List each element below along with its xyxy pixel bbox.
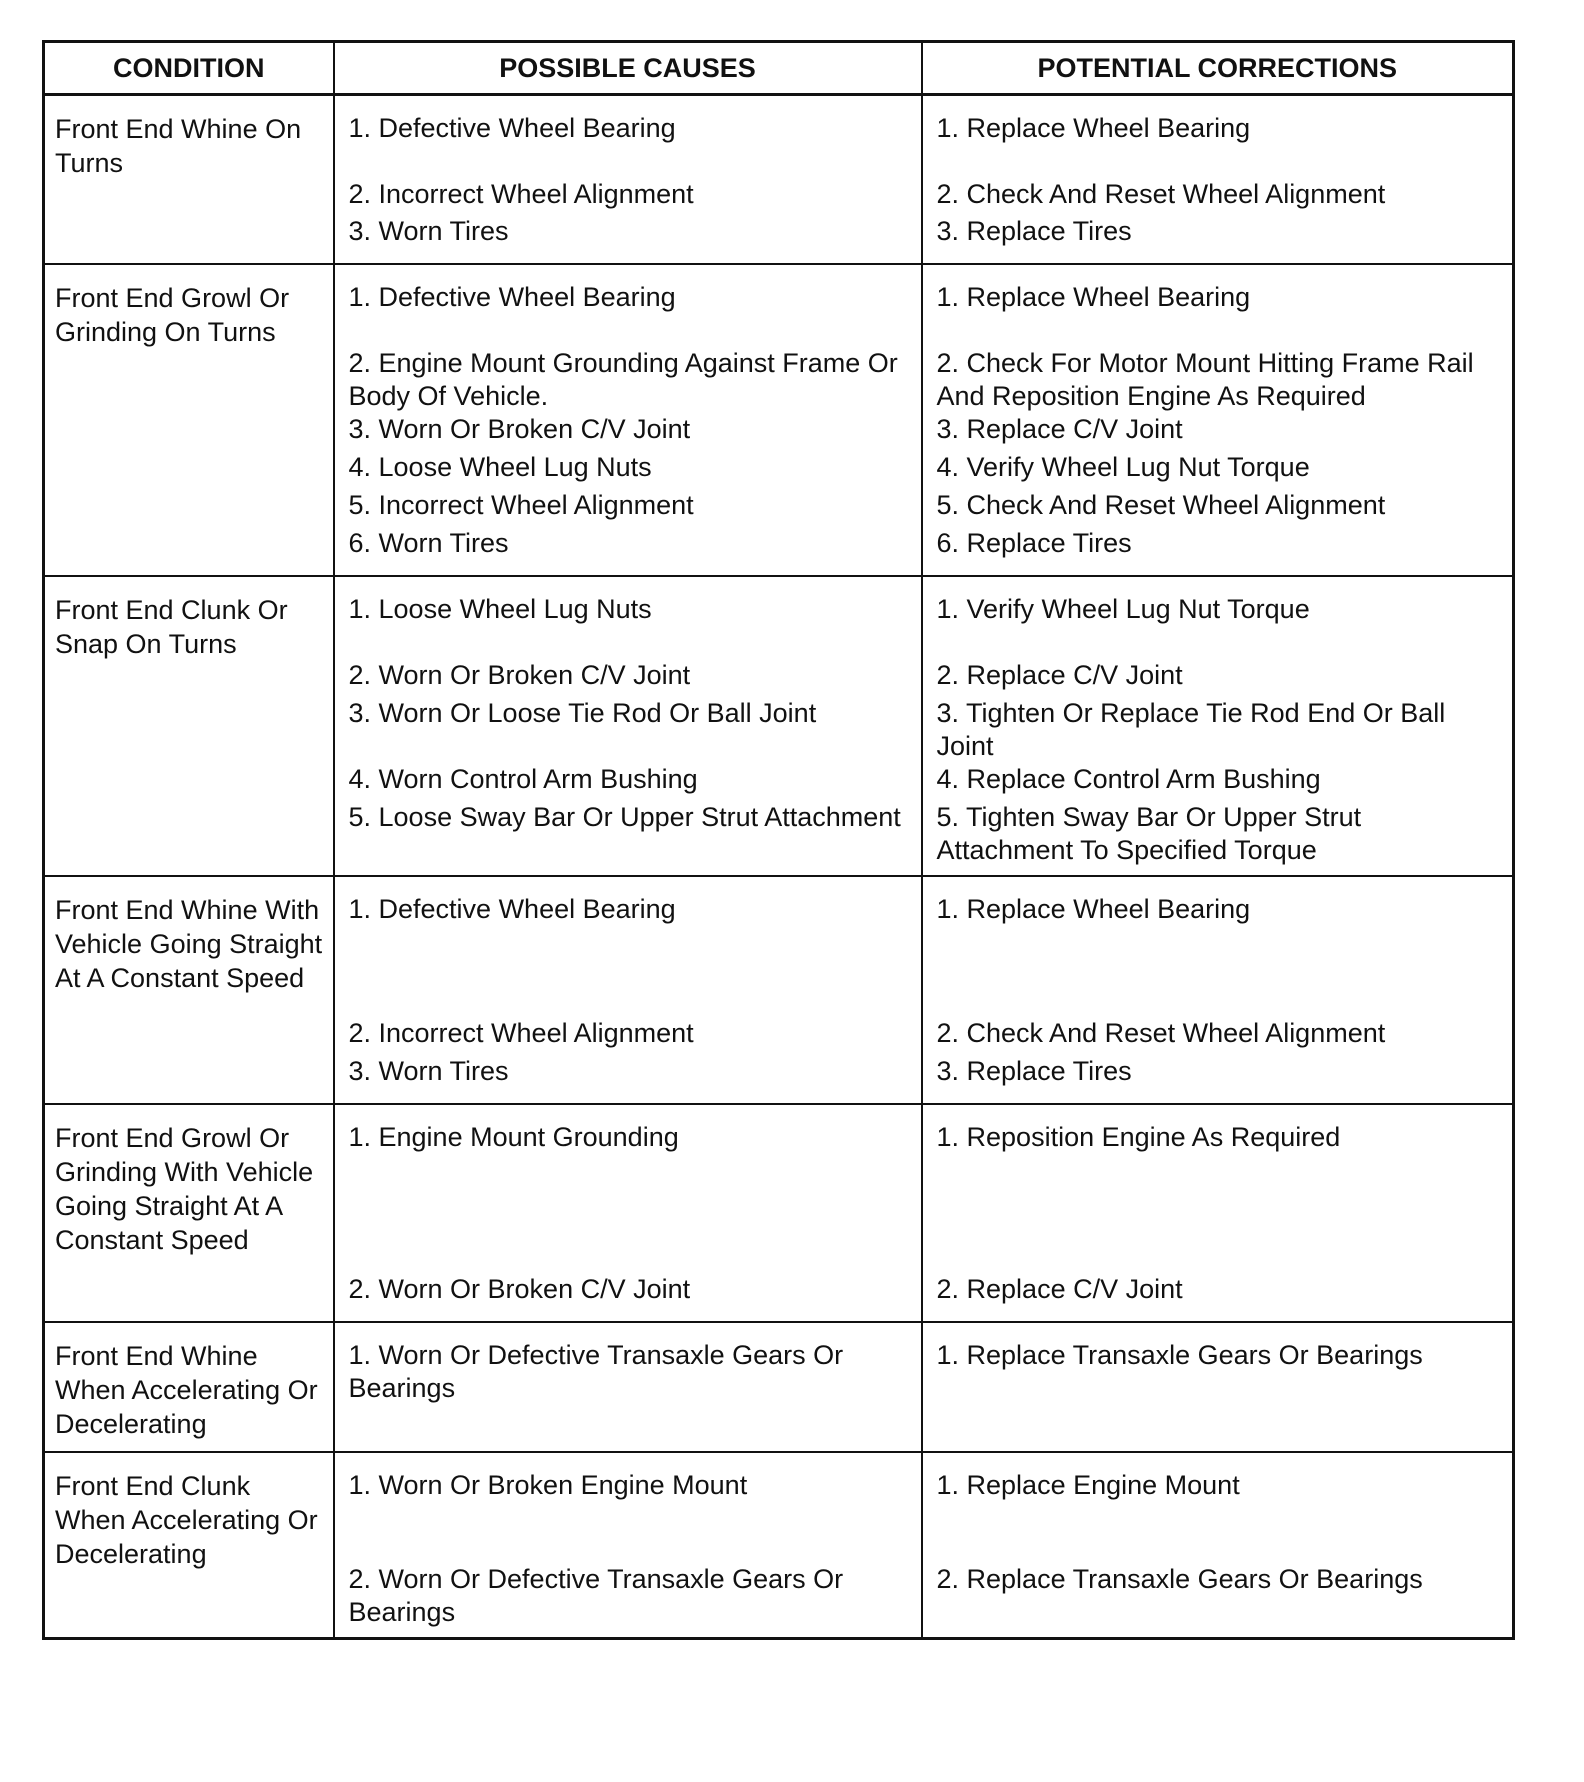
- correction-item: 1. Reposition Engine As Required: [936, 1122, 1341, 1152]
- cause-item: 3. Worn Tires: [348, 1056, 509, 1086]
- table-row: [44, 95, 1514, 265]
- correction-item: 1. Replace Wheel Bearing: [936, 113, 1251, 143]
- cause-item: 4. Loose Wheel Lug Nuts: [348, 452, 652, 482]
- correction-item: 1. Replace Engine Mount: [936, 1470, 1240, 1500]
- cause-item: 1. Defective Wheel Bearing: [348, 894, 676, 924]
- header-corrections: POTENTIAL CORRECTIONS: [922, 42, 1514, 95]
- causes-cell: [334, 1452, 922, 1639]
- table-row: [44, 264, 1514, 576]
- cause-item: 2. Incorrect Wheel Alignment: [348, 179, 694, 209]
- correction-item: 2. Replace C/V Joint: [936, 660, 1183, 690]
- cause-item: 3. Worn Or Broken C/V Joint: [348, 414, 691, 444]
- correction-item: 6. Replace Tires: [936, 528, 1132, 558]
- table-row: [44, 1322, 1514, 1452]
- cause-item: 1. Loose Wheel Lug Nuts: [348, 594, 652, 624]
- cause-item: 2. Worn Or Broken C/V Joint: [348, 660, 691, 690]
- correction-item: 3. Tighten Or Replace Tie Rod End Or Ball Joint: [936, 698, 1446, 761]
- correction-item: 3. Replace Tires: [936, 216, 1132, 246]
- header-row: [44, 42, 1514, 95]
- cause-item: 4. Worn Control Arm Bushing: [348, 764, 698, 794]
- condition-cell: Front End Whine With Vehicle Going Straight At A Constant Speed: [44, 876, 334, 1104]
- correction-item: 1. Replace Wheel Bearing: [936, 894, 1251, 924]
- cause-item: 2. Incorrect Wheel Alignment: [348, 1018, 694, 1048]
- cause-item: 1. Engine Mount Grounding: [348, 1122, 679, 1152]
- corrections-cell: [922, 95, 1514, 265]
- correction-item: 4. Verify Wheel Lug Nut Torque: [936, 452, 1310, 482]
- condition-cell: Front End Growl Or Grinding On Turns: [44, 264, 334, 576]
- cause-item: 6. Worn Tires: [348, 528, 509, 558]
- table-row: [44, 576, 1514, 876]
- correction-item: 1. Replace Wheel Bearing: [936, 282, 1251, 312]
- cause-item: 5. Incorrect Wheel Alignment: [348, 490, 694, 520]
- causes-cell: [334, 1322, 922, 1452]
- table-row: [44, 1452, 1514, 1639]
- table-row: [44, 1104, 1514, 1322]
- cause-item: 3. Worn Tires: [348, 216, 509, 246]
- correction-item: 2. Replace C/V Joint: [936, 1274, 1183, 1304]
- cause-item: 2. Worn Or Broken C/V Joint: [348, 1274, 691, 1304]
- table-body: [44, 95, 1514, 1639]
- diagnosis-table: [42, 40, 1515, 1640]
- table-row: [44, 876, 1514, 1104]
- correction-item: 3. Replace C/V Joint: [936, 414, 1183, 444]
- header-causes: POSSIBLE CAUSES: [334, 42, 922, 95]
- correction-item: 2. Check For Motor Mount Hitting Frame Rail And Reposition Engine As Required: [936, 348, 1474, 411]
- correction-item: 4. Replace Control Arm Bushing: [936, 764, 1321, 794]
- cause-item: 5. Loose Sway Bar Or Upper Strut Attachment: [348, 802, 901, 832]
- corrections-cell: [922, 576, 1514, 876]
- cause-item: 1. Worn Or Defective Transaxle Gears Or Bearings: [348, 1340, 844, 1403]
- corrections-cell: [922, 1104, 1514, 1322]
- condition-cell: Front End Clunk When Accelerating Or Decelerating: [44, 1452, 334, 1639]
- cause-item: 2. Worn Or Defective Transaxle Gears Or Bearings: [348, 1564, 844, 1627]
- causes-cell: [334, 576, 922, 876]
- correction-item: 3. Replace Tires: [936, 1056, 1132, 1086]
- causes-cell: [334, 876, 922, 1104]
- correction-item: 2. Replace Transaxle Gears Or Bearings: [936, 1564, 1423, 1594]
- cause-item: 1. Defective Wheel Bearing: [348, 282, 676, 312]
- causes-cell: [334, 1104, 922, 1322]
- correction-item: 1. Replace Transaxle Gears Or Bearings: [936, 1340, 1423, 1370]
- correction-item: 5. Check And Reset Wheel Alignment: [936, 490, 1386, 520]
- causes-cell: [334, 95, 922, 265]
- correction-item: 2. Check And Reset Wheel Alignment: [936, 1018, 1386, 1048]
- corrections-cell: [922, 1322, 1514, 1452]
- condition-cell: Front End Growl Or Grinding With Vehicle Going Straight At A Constant Speed: [44, 1104, 334, 1322]
- correction-item: 5. Tighten Sway Bar Or Upper Strut Attachment To Specified Torque: [936, 802, 1362, 865]
- condition-cell: Front End Whine On Turns: [44, 95, 334, 265]
- correction-item: 1. Verify Wheel Lug Nut Torque: [936, 594, 1310, 624]
- condition-cell: Front End Clunk Or Snap On Turns: [44, 576, 334, 876]
- causes-cell: [334, 264, 922, 576]
- correction-item: 2. Check And Reset Wheel Alignment: [936, 179, 1386, 209]
- corrections-cell: [922, 264, 1514, 576]
- cause-item: 1. Worn Or Broken Engine Mount: [348, 1470, 748, 1500]
- cause-item: 1. Defective Wheel Bearing: [348, 113, 676, 143]
- cause-item: 2. Engine Mount Grounding Against Frame Or Body Of Vehicle.: [348, 348, 898, 411]
- corrections-cell: [922, 876, 1514, 1104]
- condition-cell: Front End Whine When Accelerating Or Decelerating: [44, 1322, 334, 1452]
- corrections-cell: [922, 1452, 1514, 1639]
- cause-item: 3. Worn Or Loose Tie Rod Or Ball Joint: [348, 698, 817, 728]
- header-condition: CONDITION: [44, 42, 334, 95]
